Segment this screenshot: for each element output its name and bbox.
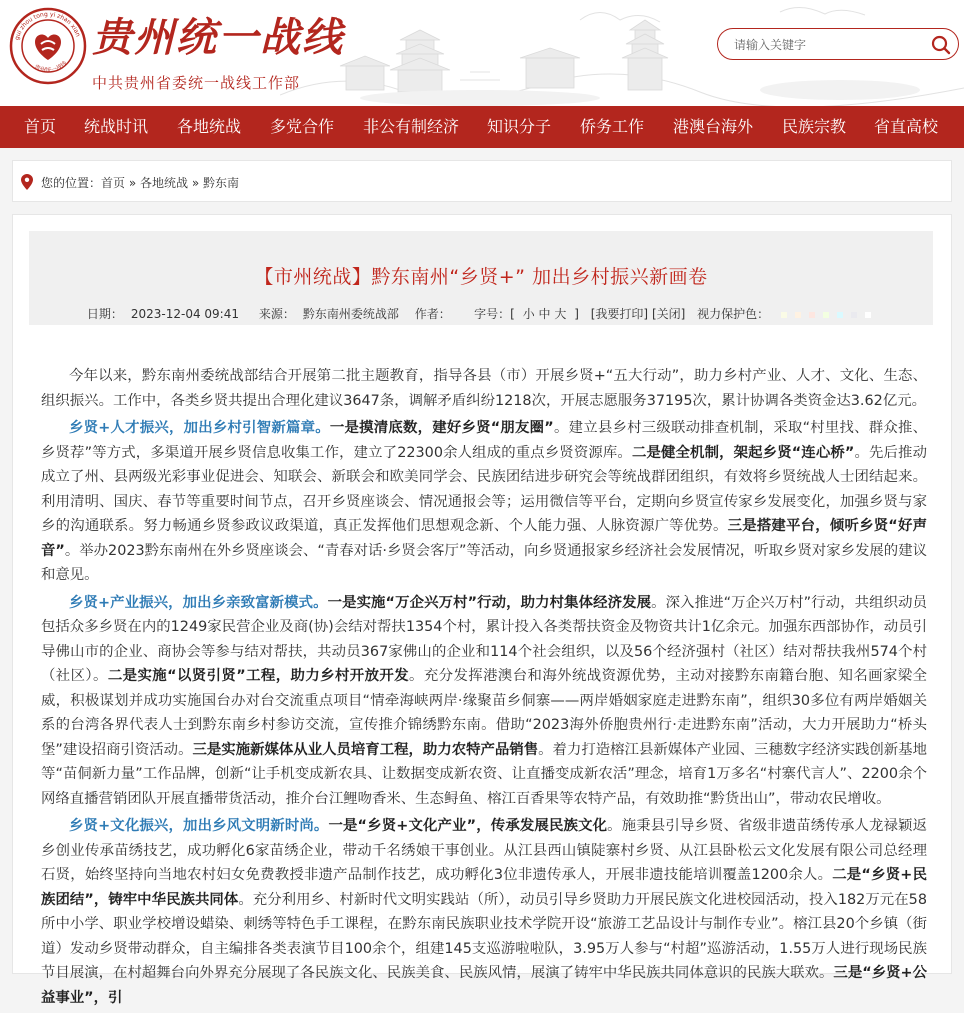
article-meta [29, 305, 933, 322]
section-heading: 乡贤+产业振兴，加出乡亲致富新模式。 [69, 594, 328, 611]
article-paragraph [41, 814, 927, 1010]
location-pin-icon [21, 174, 33, 190]
search-box [717, 28, 959, 60]
nav-item-multiparty[interactable]: 多党合作 [270, 117, 335, 136]
fontsize-medium-button[interactable]: 中 [538, 307, 551, 321]
bold-subheading: 一是“乡贤+文化产业”，传承发展民族文化 [328, 818, 608, 834]
eye-care-color-swatch[interactable] [865, 312, 871, 318]
bold-subheading: 二是“乡贤+民族团结”，铸牢中华民族共同体 [41, 867, 927, 908]
svg-text:贵州统一战线 [33, 59, 68, 74]
article-paragraph [41, 591, 927, 812]
breadcrumb-regional[interactable]: 各地统战 [140, 176, 189, 190]
bold-subheading: 一是摸清底数，建好乡贤“朋友圈” [329, 420, 554, 436]
article-paragraph [41, 416, 927, 588]
breadcrumb-prefix: 您的位置： [41, 176, 102, 190]
paragraph-text: 。深入推进“万企兴万村”行动，共组织动员包括众多乡贤在内的1249家民营企业及商(协)会结对帮扶1354个村，累计投入各类帮扶资金及物资共计1亿余元。加强东西部协作，动员引导佛山市的企业、商协会等参与结对帮扶，共动员367家佛山的企业和114个社会组织，以及56个经济强村（社区）结对帮扶我州574个村（社区）。 [41, 594, 928, 684]
site-subtitle: 中共贵州省委统一战线工作部 [92, 74, 301, 92]
nav-item-regional[interactable]: 各地统战 [177, 117, 242, 136]
nav-item-intellectuals[interactable]: 知识分子 [487, 117, 552, 136]
bold-subheading: 三是搭建平台，倾听乡贤“好声音” [41, 518, 927, 559]
article-title: 【市州统战】黔东南州“乡贤+” 加出乡村振兴新画卷 [254, 266, 708, 288]
eye-care-swatches [777, 307, 875, 321]
publish-date: 2023-12-04 09:41 [130, 307, 239, 321]
date-label: 日期： [86, 307, 123, 321]
search-input[interactable] [732, 34, 921, 56]
nav-item-nonpublic-economy[interactable]: 非公有制经济 [363, 117, 460, 136]
paragraph-text: 。先后推动成立了州、县两级光彩事业促进会、知联会、新联会和欧美同学会、民族团结进步研究会等统战群团组织，有效将乡贤统战人士团结起来。利用清明、国庆、春节等重要时间节点，召开乡贤座谈会、情况通报会等；运用微信等平台，定期向乡贤宣传家乡发展变化，加强乡贤与家乡的沟通联系。努力畅通乡贤参政议政渠道，真正发挥他们思想观念新、个人能力强、人脉资源广等优势。 [41, 444, 927, 534]
breadcrumb-separator: » [125, 176, 141, 190]
fontsize-bracket-close: ] [574, 307, 579, 321]
print-button[interactable]: [我要打印] [590, 307, 649, 321]
paragraph-text: 。着力打造榕江县新媒体产业园、三穗数字经济实践创新基地等“苗侗新力量”工作品牌，创新“让手机变成新农具、让数据变成新农资、让直播变成新农活”理念，培育1万多名“村寨代言人”、2200余个网络直播营销团队开展直播带货活动，推介台江鲤吻香米、生态鲟鱼、榕江百香果等农特产品，有效助推“黔货出山”，带动农民增收。 [41, 741, 927, 807]
article-source: 黔东南州委统战部 [302, 307, 399, 321]
logo-bottom-text: 贵州统一战线 [33, 59, 69, 75]
nav-item-provincial-universities[interactable]: 省直高校 [874, 117, 939, 136]
article-header [29, 231, 933, 325]
eye-care-color-swatch[interactable] [809, 312, 815, 318]
article-container [12, 214, 952, 1006]
paragraph-text: 。举办2023黔东南州在外乡贤座谈会、“青春对话·乡贤会客厅”等活动，向乡贤通报家乡经济社会发展情况，听取乡贤对家乡发展的建议和意见。 [41, 542, 927, 583]
eye-care-label: 视力保护色： [697, 307, 770, 321]
close-button[interactable]: [关闭] [651, 307, 686, 321]
united-front-emblem-logo [8, 6, 88, 86]
eye-care-color-swatch[interactable] [781, 312, 787, 318]
eye-care-color-swatch[interactable] [837, 312, 843, 318]
author-label: 作者： [414, 307, 451, 321]
bold-subheading: 三是“乡贤+公益事业”，引 [41, 965, 927, 1006]
search-icon[interactable] [930, 34, 952, 56]
bold-subheading: 二是健全机制，架起乡贤“连心桥” [631, 444, 855, 461]
eye-care-color-swatch[interactable] [823, 312, 829, 318]
eye-care-color-swatch[interactable] [851, 312, 857, 318]
section-heading: 乡贤+文化振兴，加出乡风文明新时尚。 [69, 818, 329, 834]
paragraph-text: 。建立县乡村三级联动排查机制，采取“村里找、群众推、乡贤荐”等方式，多渠道开展乡贤信息收集工作，建立了22300余人组成的重点乡贤资源库。 [41, 420, 927, 461]
nav-item-news[interactable]: 统战时讯 [84, 117, 149, 136]
logo-ring-text: gui zhou tong yi zhan xian [13, 10, 82, 41]
nav-item-ethnic-religion[interactable]: 民族宗教 [782, 117, 847, 136]
bold-subheading: 一是实施“万企兴万村”行动，助力村集体经济发展 [327, 594, 652, 611]
site-title: 贵州统一战线 [92, 14, 344, 61]
fontsize-label: 字号：[ [474, 307, 515, 321]
source-label: 来源： [258, 307, 295, 321]
nav-item-hk-macao-taiwan[interactable]: 港澳台海外 [673, 117, 754, 136]
article-body [41, 364, 927, 1013]
paragraph-text: 。施秉县引导乡贤、省级非遗苗绣传承人龙禄颖返乡创业传承苗绣技艺，成功孵化6家苗绣企业，带动千名绣娘干事创业。从江县西山镇陡寨村乡贤、从江县卧松云文化发展有限公司总经理石贤，始终坚持向当地农村妇女免费教授非遗产品制作技艺，成功孵化3位非遗传承人，开展非遗技能培训覆盖1200余人。 [41, 818, 927, 883]
nav-item-home[interactable]: 首页 [24, 117, 57, 136]
paragraph-text: 今年以来，黔东南州委统战部结合开展第二批主题教育，指导各县（市）开展乡贤+“五大行动”，助力乡村产业、人才、文化、生态、组织振兴。工作中，各类乡贤共提出合理化建议3647条，调解矛盾纠纷1218次，开展志愿服务37195次，累计协调各类资金达3.62亿元。 [41, 368, 927, 409]
section-heading: 乡贤+人才振兴，加出乡村引智新篇章。 [69, 420, 330, 436]
site-header [0, 0, 964, 106]
breadcrumb-qiandongnan[interactable]: 黔东南 [203, 176, 240, 190]
fontsize-small-button[interactable]: 小 [522, 307, 535, 321]
bold-subheading: 二是实施“以贤引贤”工程，助力乡村开放开发 [107, 668, 410, 684]
nav-item-overseas-chinese[interactable]: 侨务工作 [580, 117, 645, 136]
breadcrumb-separator: » [188, 176, 204, 190]
paragraph-text: 。充分利用乡、村新时代文明实践站（所），动员引导乡贤助力开展民族文化进校园活动，投入182万元在58所中小学、职业学校增设蜡染、刺绣等特色手工课程，在黔东南民族职业技术学院开设“旅游工艺品设计与制作专业”。榕江县20个乡镇（街道）发动乡贤带动群众，自主编排各类表演节目100余个，组建145支巡游啦啦队，3.95万人参与“村超”巡游活动，1.55万人进行现场民族节目展演，在村超舞台向外界充分展现了各民族文化、民族美食、民族风情，展演了铸牢中华民族共同体意识的民族大联欢。 [41, 891, 927, 981]
breadcrumb [12, 160, 952, 202]
breadcrumb-home[interactable]: 首页 [101, 176, 126, 190]
paragraph-text: 。充分发挥港澳台和海外统战资源优势，主动对接黔东南籍台胞、知名画家梁全威，积极谋划并成功实施国台办对台交流重点项目“情牵海峡两岸·缘聚苗乡侗寨——两岸婚姻家庭走进黔东南”，组织30多位有两岸婚姻关系的台湾各界代表人士到黔东南乡村参访交流，宣传推介锦绣黔东南。借助“2023海外侨胞贵州行·走进黔东南”活动，大力开展助力“桥头堡”建设招商引资活动。 [41, 668, 927, 758]
eye-care-color-swatch[interactable] [795, 312, 801, 318]
article-paragraph [41, 364, 927, 413]
fontsize-large-button[interactable]: 大 [554, 307, 567, 321]
main-nav [0, 106, 964, 148]
bold-subheading: 三是实施新媒体从业人员培育工程，助力农特产品销售 [192, 741, 539, 758]
